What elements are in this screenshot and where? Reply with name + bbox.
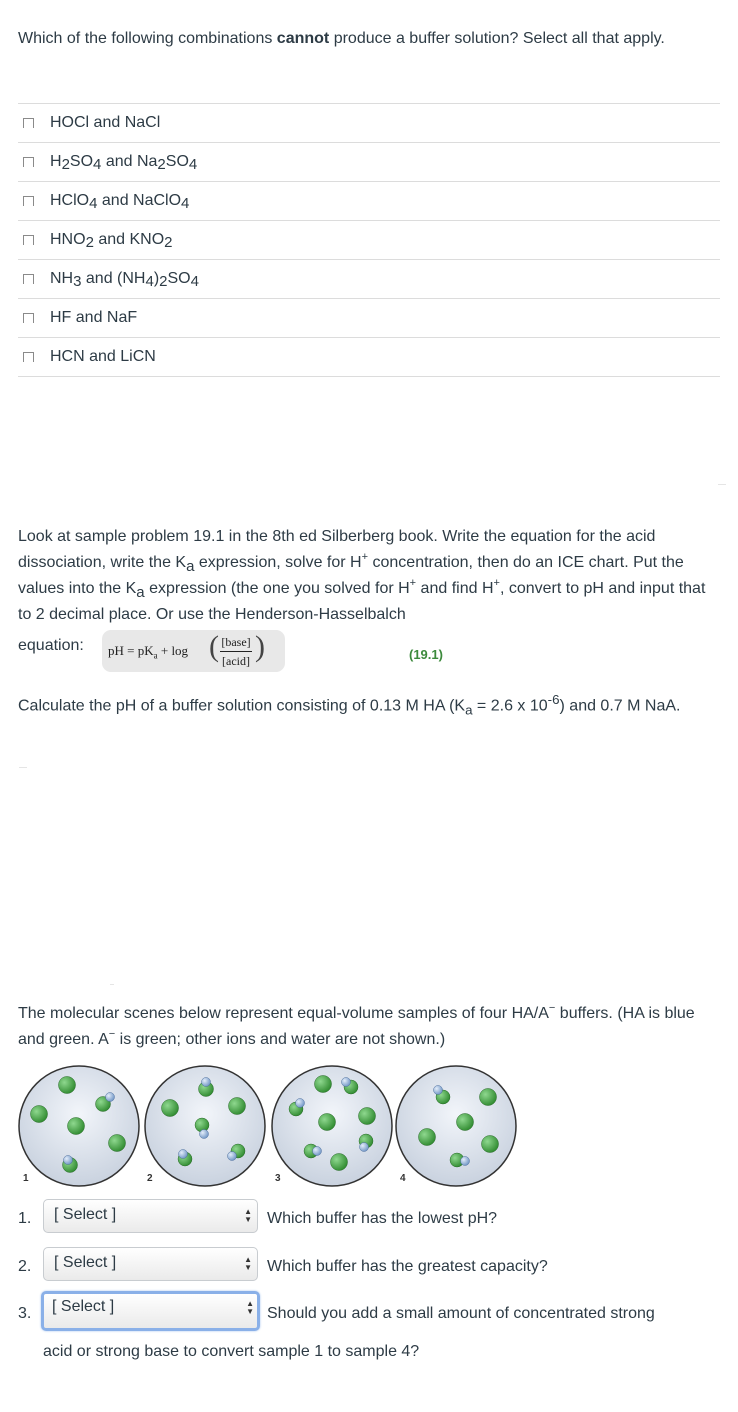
select-number: 2. xyxy=(18,1258,32,1275)
lowest-ph-select[interactable] xyxy=(43,1199,258,1233)
updown-arrows-icon: ▲ ▼ xyxy=(244,1255,252,1272)
henderson-hasselbalch-row xyxy=(18,630,718,674)
equation-fraction: [base] [acid] xyxy=(221,635,251,668)
hydrogen-atom xyxy=(200,1130,209,1139)
anion-A-minus xyxy=(331,1154,348,1171)
answer-option[interactable] xyxy=(18,143,720,182)
hydrogen-atom xyxy=(296,1099,305,1108)
question-3-prompt: The molecular scenes below represent equal-volume samples of four HA/A− buffers. (HA is blue and green. A− is green; other ions and water are not shown.) xyxy=(18,1002,695,1048)
anion-A-minus xyxy=(315,1076,332,1093)
updown-arrows-icon: ▲ ▼ xyxy=(244,1207,252,1224)
anion-A-minus xyxy=(59,1077,76,1094)
anion-A-minus xyxy=(68,1118,85,1135)
scene-4-flask xyxy=(396,1066,516,1186)
answer-label: $HNO_2$ and $KNO_2$ xyxy=(50,231,173,251)
hydrogen-atom xyxy=(434,1086,443,1095)
greatest-capacity-select[interactable] xyxy=(43,1247,258,1281)
answer-option[interactable] xyxy=(18,104,720,143)
checkbox[interactable] xyxy=(23,352,34,362)
hydrogen-atom xyxy=(360,1143,369,1152)
hydrogen-atom xyxy=(228,1152,237,1161)
select-row-1 xyxy=(18,1199,728,1239)
answer-label: HClO$_4$ and NaClO$_4$ xyxy=(50,192,190,212)
hydrogen-atom xyxy=(64,1156,73,1165)
hydrogen-atom xyxy=(106,1093,115,1102)
anion-A-minus xyxy=(109,1135,126,1152)
question-2-prompt: Look at sample problem 19.1 in the 8th ed Silberberg book. Write the equation for the acid dissociation, write the $K_a$ expression, solve for H+ concentration, then do an ICE chart. Put the values into the $K_a$ expression (the one you solved for H+ and find H+, convert to pH and input that to 2 decimal place. Or use the Henderson-Hasselbalch xyxy=(18,528,706,623)
right-paren: ) xyxy=(255,630,265,663)
answer-option[interactable] xyxy=(18,299,720,338)
left-paren: ( xyxy=(209,630,219,663)
scene-label-3: 3 xyxy=(275,1173,281,1184)
select-row-3 xyxy=(18,1292,728,1332)
anion-A-minus xyxy=(319,1114,336,1131)
select-row-2 xyxy=(18,1247,728,1287)
checkbox[interactable] xyxy=(23,235,34,245)
select-number: 3. xyxy=(18,1305,32,1322)
equation-main: pH = $pK_a + \log$ xyxy=(108,643,189,661)
checkbox[interactable] xyxy=(23,118,34,128)
select-value: [ Select ] xyxy=(54,1254,117,1271)
scene-label-4: 4 xyxy=(400,1173,406,1184)
hydrogen-atom xyxy=(461,1157,470,1166)
updown-arrows-icon: ▲ ▼ xyxy=(246,1299,254,1316)
divider-mark xyxy=(110,984,114,985)
anion-A-minus xyxy=(162,1100,179,1117)
select-value: [ Select ] xyxy=(54,1206,117,1223)
hydrogen-atom xyxy=(179,1150,188,1159)
anion-A-minus xyxy=(419,1129,436,1146)
answer-label: $NH_3$ and $(NH_4)_2SO_4$ xyxy=(50,270,199,290)
anion-A-minus xyxy=(359,1108,376,1125)
checkbox[interactable] xyxy=(23,313,34,323)
emphasis-cannot: cannot xyxy=(276,30,330,47)
answer-option[interactable] xyxy=(18,260,720,299)
select-question: Which buffer has the greatest capacity? xyxy=(267,1258,548,1275)
answer-placeholder-mark xyxy=(19,767,27,768)
answer-label: HOCl and NaCl xyxy=(50,114,161,131)
answer-label: HF and NaF xyxy=(50,309,138,326)
hydrogen-atom xyxy=(342,1078,351,1087)
anion-A-minus xyxy=(229,1098,246,1115)
checkbox[interactable] xyxy=(23,157,34,167)
equation-image xyxy=(102,630,285,672)
hydrogen-atom xyxy=(313,1147,322,1156)
checkbox[interactable] xyxy=(23,196,34,206)
anion-A-minus xyxy=(482,1136,499,1153)
checkbox[interactable] xyxy=(23,274,34,284)
anion-A-minus xyxy=(31,1106,48,1123)
select-question-continued: acid or strong base to convert sample 1 to sample 4? xyxy=(43,1343,420,1360)
equation-label: equation: xyxy=(18,637,84,654)
select-question: Should you add a small amount of concentrated strong xyxy=(267,1305,655,1322)
divider-mark xyxy=(718,484,726,485)
answer-label: HCN and LiCN xyxy=(50,348,156,365)
anion-A-minus xyxy=(457,1114,474,1131)
select-number: 1. xyxy=(18,1210,32,1227)
answer-option[interactable] xyxy=(18,221,720,260)
select-value: [ Select ] xyxy=(52,1298,115,1315)
anion-A-minus xyxy=(480,1089,497,1106)
answer-label: $H_2SO_4$ and $Na_2SO_4$ xyxy=(50,153,198,173)
answer-option[interactable] xyxy=(18,338,720,377)
molecular-scenes-image xyxy=(15,1060,525,1190)
strong-acid-or-base-select[interactable] xyxy=(41,1291,260,1331)
equation-number: (19.1) xyxy=(409,647,443,662)
question-2-calculation: Calculate the pH of a buffer solution consisting of 0.13 M HA ($K_a = 2.6$ x $10^{-6}$) and 0.7 M NaA. xyxy=(18,692,681,718)
select-question: Which buffer has the lowest pH? xyxy=(267,1210,498,1227)
question-1-prompt: Which of the following combinations cannot produce a buffer solution? Select all that apply. xyxy=(18,30,665,47)
answer-option[interactable] xyxy=(18,182,720,221)
scene-label-2: 2 xyxy=(147,1173,153,1184)
scene-label-1: 1 xyxy=(23,1173,29,1184)
answer-list xyxy=(18,103,720,377)
hydrogen-atom xyxy=(202,1078,211,1087)
